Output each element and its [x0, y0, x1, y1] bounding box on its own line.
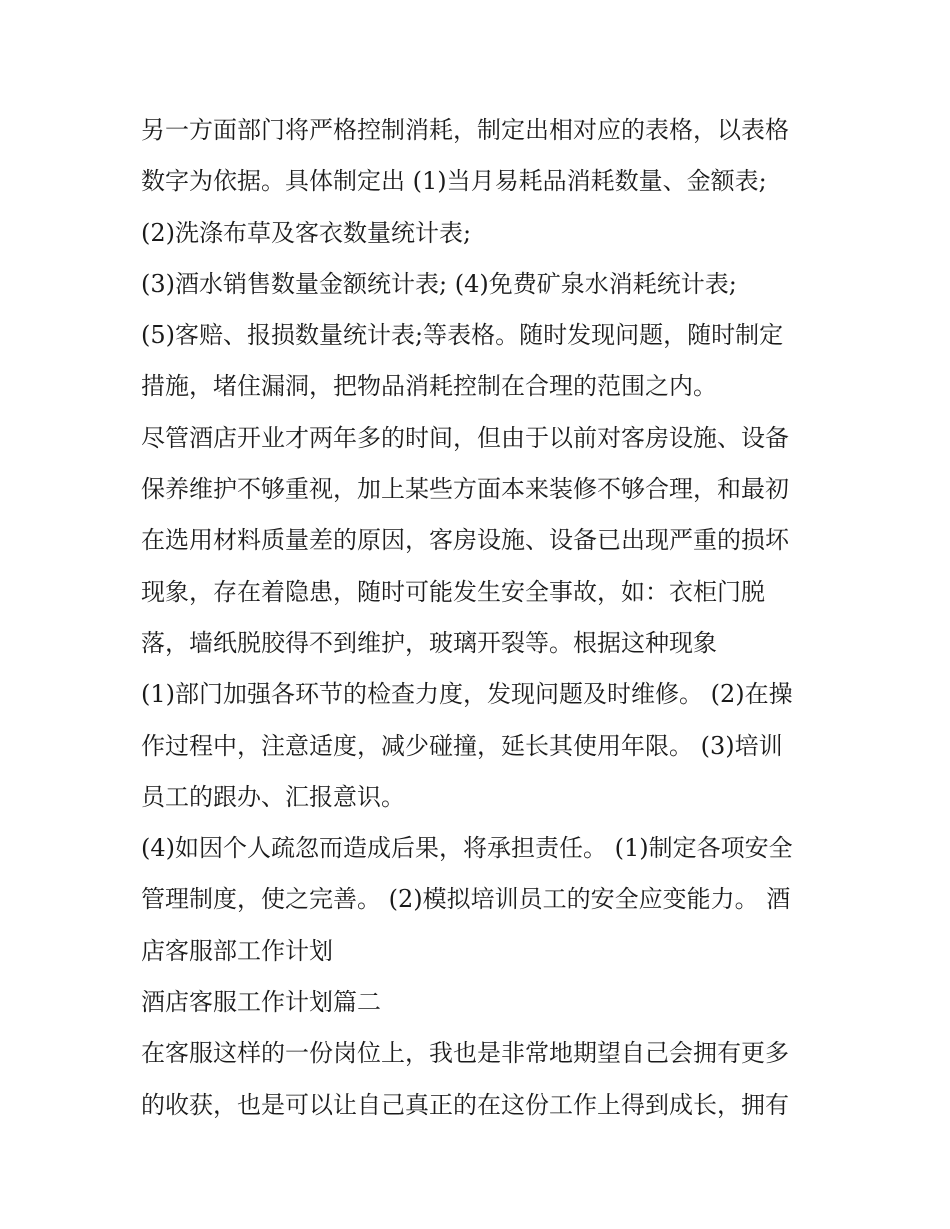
text-line: 现象，存在着隐患，随时可能发生安全事故，如：衣柜门脱 — [141, 577, 765, 606]
text-line: (4)如因个人疏忽而造成后果，将承担责任。 (1)制定各项安全 — [141, 834, 793, 863]
text-line: (1)部门加强各环节的检查力度，发现问题及时维修。 (2)在操 — [141, 680, 793, 709]
text-line: 管理制度，使之完善。 (2)模拟培训员工的安全应变能力。 酒 — [141, 885, 791, 914]
text-line: 作过程中，注意适度，减少碰撞，延长其使用年限。 (3)培训 — [141, 731, 783, 760]
document-body — [141, 105, 821, 1131]
text-line: 尽管酒店开业才两年多的时间，但由于以前对客房设施、设备 — [141, 423, 789, 452]
text-line: 措施，堵住漏洞，把物品消耗控制在合理的范围之内。 — [141, 372, 717, 401]
text-line: 在客服这样的一份岗位上，我也是非常地期望自己会拥有更多 — [141, 1039, 789, 1068]
text-line: 员工的跟办、汇报意识。 — [141, 782, 405, 811]
text-line: 数字为依据。具体制定出 (1)当月易耗品消耗数量、金额表; — [141, 167, 767, 196]
text-line: 另一方面部门将严格控制消耗，制定出相对应的表格，以表格 — [141, 116, 789, 144]
text-line: 酒店客服工作计划篇二 — [141, 988, 381, 1017]
text-line: 保养维护不够重视，加上某些方面本来装修不够合理，和最初 — [141, 475, 789, 504]
text-line: 在选用材料质量差的原因，客房设施、设备已出现严重的损坏 — [141, 526, 789, 555]
text-line: (5)客赔、报损数量统计表;等表格。随时发现问题，随时制定 — [141, 321, 784, 350]
text-line: (3)酒水销售数量金额统计表; (4)免费矿泉水消耗统计表; — [141, 269, 737, 298]
text-line: 店客服部工作计划 — [141, 936, 333, 965]
text-line: 的收获，也是可以让自己真正的在这份工作上得到成长，拥有 — [141, 1090, 789, 1119]
text-line: (2)洗涤布草及客衣数量统计表; — [141, 218, 472, 247]
text-line: 落，墙纸脱胶得不到维护，玻璃开裂等。根据这种现象 — [141, 628, 717, 657]
